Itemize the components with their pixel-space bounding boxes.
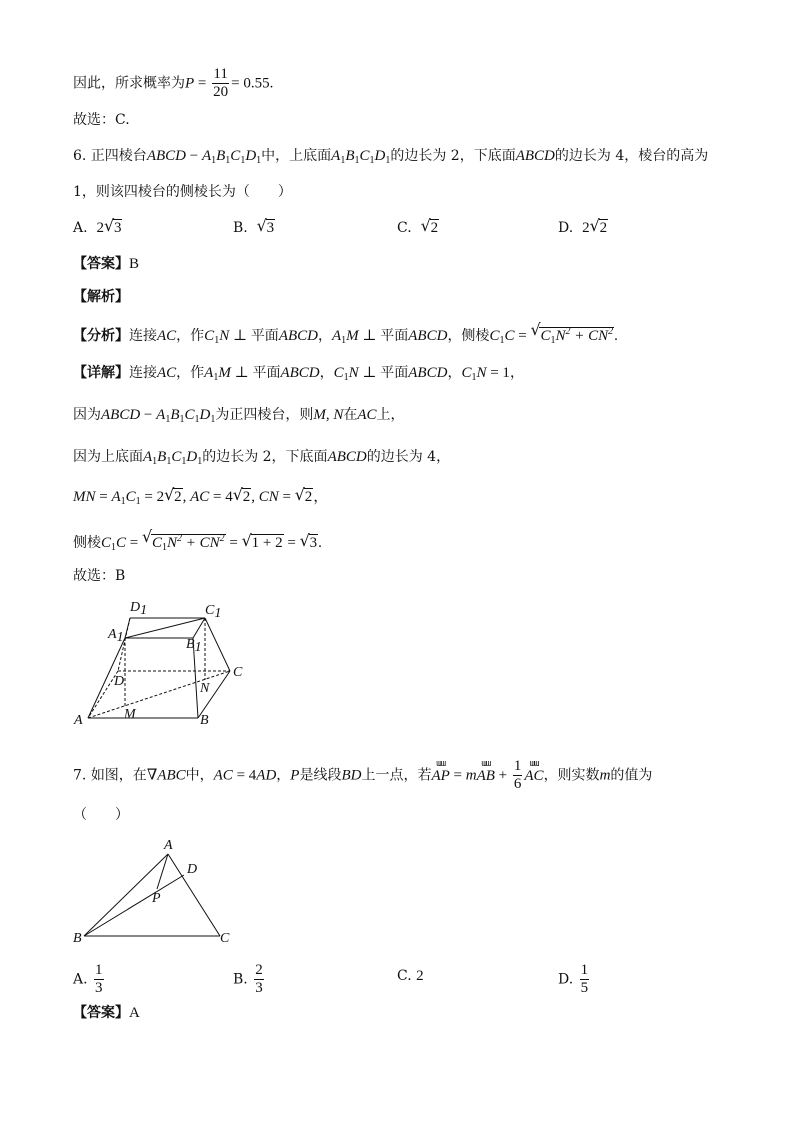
q6-stem-line1: 6. 正四棱台ABCD − $A_1B_1C_1D_1$中，上底面$A_1B_1C_1D_1$的边长为 2，下底面ABCD的边长为 4，棱台的高为 <box>73 148 709 166</box>
label-b: B <box>73 931 82 946</box>
label-m: M <box>124 707 136 722</box>
prev-select: 故选：C. <box>73 112 130 128</box>
label-n: N <box>200 681 210 696</box>
q6-step4: 侧棱$C_1C$ = √ $C_1N^2 + CN^2$ = √ 1 + 2 = √ 3. <box>73 529 322 558</box>
q6-step2: 因为上底面$A_1B_1C_1D_1$的边长为 2，下底面ABCD的边长为 4， <box>73 449 451 467</box>
label-c1: C1 <box>205 603 222 621</box>
label-a1: A1 <box>108 627 124 645</box>
q6-option-b[interactable]: B. √ 3 <box>233 218 275 238</box>
label-d1: D1 <box>130 600 148 618</box>
label-a: A <box>74 713 83 728</box>
label-c: C <box>233 665 243 680</box>
q6-stem-line2: 1，则该四棱台的侧棱长为（ ） <box>73 184 292 200</box>
q6-option-a[interactable]: A. 2√ 3 <box>73 218 122 238</box>
q7-stem: 7. 如图，在∇ABC中，AC = 4AD，P是线段BD上一点，若ɯɯ AP = mɯɯ AB + $\frac{1}{6}$ ɯɯ AC，则实数m的值为 <box>73 758 652 793</box>
q6-answer: 【答案】B <box>73 256 140 272</box>
q6-step3: MN = $A_1C_1 = 2√$ 2, AC = 4√ 2, CN = √ 2， <box>73 487 328 512</box>
conclusion-line: 因此，所求概率为P = $\frac{11}{20}$ = 0.55. <box>73 66 274 100</box>
q6-xiangjie: 【详解】连接AC，作$A_1M$ ⊥ 平面ABCD，$C_1N$ ⊥ 平面ABCD，$C_1N = 1$， <box>73 365 524 383</box>
q6-step1: 因为ABCD − $A_1B_1C_1D_1$为正四棱台，则M, N在AC上， <box>73 407 405 425</box>
q7-option-d[interactable]: D. $\frac{1}{5}$ <box>558 962 589 996</box>
one-sixth-fraction: $\frac{1}{6}$ <box>513 758 522 792</box>
q6-option-c[interactable]: C. √ 2 <box>397 218 439 238</box>
frustum-figure <box>70 596 270 732</box>
q6-fenxi: 【分析】连接AC，作$C_1N$ ⊥ 平面ABCD，$A_1M$ ⊥ 平面ABCD，侧棱$C_1C$ = √ $C_1N^2 + CN^2$. <box>73 322 618 351</box>
q7-option-a[interactable]: A. $\frac{1}{3}$ <box>73 962 103 996</box>
q6-analysis-heading: 【解析】 <box>73 289 129 305</box>
label-d: D <box>114 674 125 689</box>
label-b: B <box>200 713 209 728</box>
q6-select: 故选：B <box>73 568 126 584</box>
q6-option-d[interactable]: D. 2√ 2 <box>558 218 608 238</box>
triangle-figure <box>70 834 240 946</box>
label-p: P <box>152 891 161 906</box>
label-b1: B1 <box>186 637 202 655</box>
label-c: C <box>220 931 230 946</box>
q7-option-c[interactable]: C. 2 <box>397 968 424 984</box>
q7-paren: （ ） <box>73 807 129 823</box>
probability-fraction: $\frac{11}{20}$ <box>213 66 229 100</box>
label-d: D <box>187 862 198 877</box>
label-a: A <box>164 838 173 853</box>
q7-answer: 【答案】A <box>73 1005 140 1021</box>
q7-option-b[interactable]: B. $\frac{2}{3}$ <box>233 962 263 996</box>
